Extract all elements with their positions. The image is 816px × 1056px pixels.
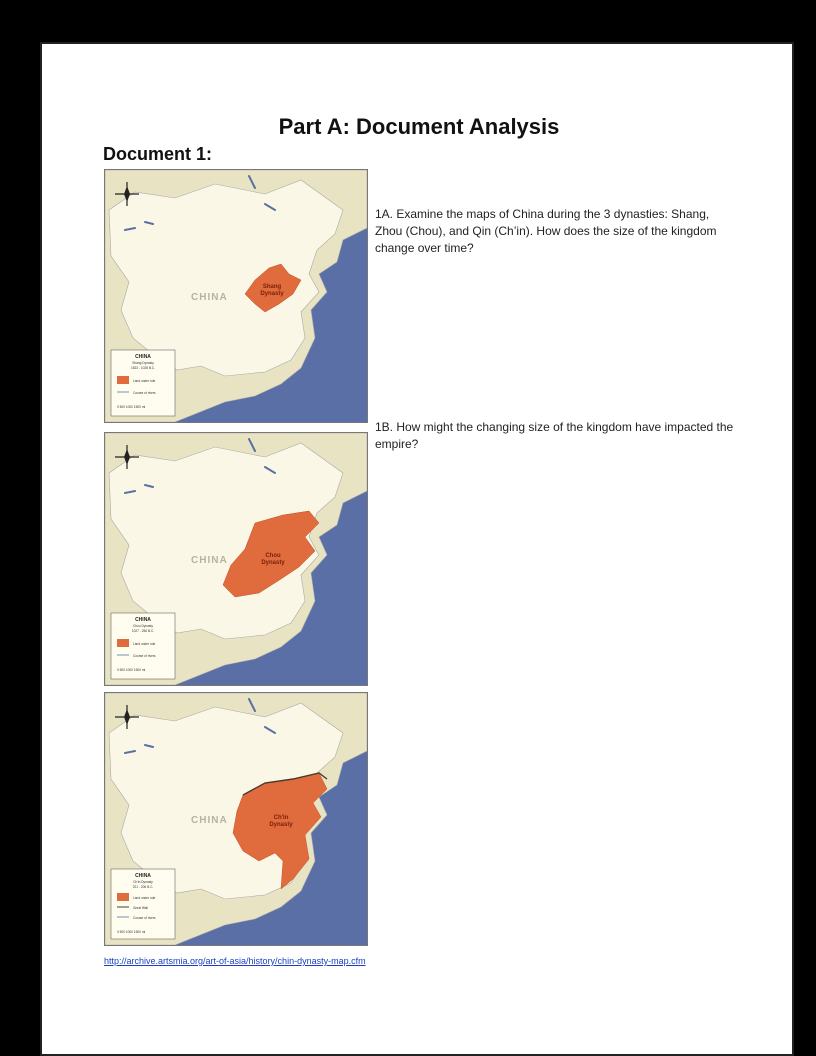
legend-subtitle: Chou Dynasty xyxy=(132,624,154,628)
map-legend xyxy=(111,613,175,679)
page-title: Part A: Document Analysis xyxy=(278,114,560,139)
legend-dates: 221 - 206 B.C. xyxy=(132,885,154,889)
legend-dates: 1523 - 1028 B.C. xyxy=(130,366,156,370)
legend-item: Great Wall xyxy=(133,906,148,910)
dynasty-label-line2: Dynasty xyxy=(269,822,293,828)
shang-dynasty-map xyxy=(104,169,368,423)
dynasty-label-line2: Dynasty xyxy=(261,560,285,566)
legend-item: Course of rivers xyxy=(133,916,156,920)
country-label: CHINA xyxy=(191,292,228,303)
legend-title: CHINA xyxy=(135,354,151,360)
legend-scale: 0 500 1000 1500 mi xyxy=(117,668,146,672)
legend-subtitle: Shang Dynasty xyxy=(132,361,154,365)
map-legend xyxy=(111,869,175,939)
country-label: CHINA xyxy=(191,555,228,566)
dynasty-label-line2: Dynasty xyxy=(260,291,284,297)
document-label: Document 1: xyxy=(103,144,213,164)
legend-scale: 0 500 1000 1500 mi xyxy=(117,930,146,934)
legend-item: Land under rule xyxy=(133,896,156,900)
legend-item: Land under rule xyxy=(133,379,156,383)
document-page xyxy=(40,42,794,1056)
legend-title: CHINA xyxy=(135,873,151,879)
chin-dynasty-map xyxy=(104,692,368,946)
legend-item: Land under rule xyxy=(133,642,156,646)
map-legend xyxy=(111,350,175,416)
dynasty-label-line1: Ch'in xyxy=(273,815,289,821)
source-link[interactable]: http://archive.artsmia.org/art-of-asia/history/chin-dynasty-map.cfm xyxy=(104,956,366,966)
legend-dates: 1027 - 256 B.C. xyxy=(131,629,155,633)
legend-title: CHINA xyxy=(135,617,151,623)
question-1a: 1A. Examine the maps of China during the 3 dynasties: Shang, Zhou (Chou), and Qin (Ch’in). How does the size of the kingdom change over time? xyxy=(375,207,717,255)
dynasty-label-line1: Chou xyxy=(265,553,281,559)
legend-item: Course of rivers xyxy=(133,654,156,658)
question-1b: 1B. How might the changing size of the kingdom have impacted the empire? xyxy=(375,420,734,451)
dynasty-label-line1: Shang xyxy=(262,284,282,290)
legend-scale: 0 500 1000 1500 mi xyxy=(117,405,146,409)
chou-dynasty-map xyxy=(104,432,368,686)
legend-subtitle: Ch'in Dynasty xyxy=(133,880,153,884)
country-label: CHINA xyxy=(191,815,228,826)
legend-item: Course of rivers xyxy=(133,391,156,395)
